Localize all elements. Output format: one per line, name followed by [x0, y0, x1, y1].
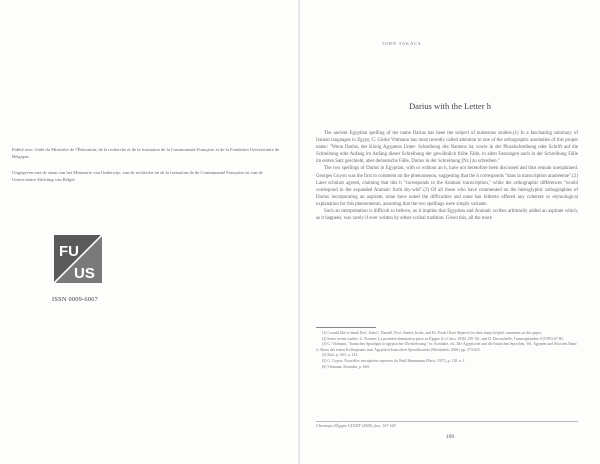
- footnote: (6) Vittmann, Kontakte, p. 604.: [322, 364, 370, 369]
- article-body: [316, 130, 578, 222]
- logo-text-top: FU: [59, 243, 79, 260]
- footnote-rule: [316, 327, 376, 328]
- fus-logo: [54, 235, 102, 283]
- journal-rule: [316, 421, 578, 422]
- page-number: 109: [445, 434, 455, 440]
- article-title: Darius with the Letter h: [408, 101, 492, 111]
- journal-citation: Chronique d'Égypte LXXXIV (2009), fasc. 167-168: [316, 424, 396, 428]
- issn-number: ISSN 0009-6067: [52, 296, 98, 303]
- body-paragraph: The two spellings of Darius in Egyptian, with or without an h, have not heretofore been discussed and thus remain unexplained. Georges Goyon was the first to comment on the phenomenon, suggesting that the h corresponds "dans la transcription araméenne".(2) Later scholars agreed, claiming that this h "corresponds to the Aramaic transcription," while the orthographic differences "would correspond to the expanded Aramaic form dry-whš".(3) Of all those who have commented on the hieroglyphic orthographies of Darius incorporating an aspirate, none have noted the difficulties and none has hitherto offered any coherent or etymological explanation for this phenomenon, assuming that the two spellings were simply variants.: [316, 166, 578, 207]
- body-paragraph: Such an interpretation is difficult to believe, as it implies that Egyptian and Aramaic scribes arbitrarily added an aspirate which, as it happens, was rarely if ever written by either scribal tradition. Given this, all the more: [316, 209, 578, 222]
- running-head: JOHN TAKÁCS: [382, 41, 422, 46]
- footnote: (4) Ibid., p. 603, n. 142.: [322, 353, 359, 358]
- footnote: (1) I would like to thank Prof. John C. Darnell, Prof. Stanley Insler, and Dr. Prods Oktor Skjærvø for their many helpful comments on this paper.: [322, 331, 542, 335]
- publication-note-dutch: Uitgegeven met de steun van het Ministerie van Onderwijs, van de recherche en de la formation de de Communauté Française en van de Universitaire Stichting van België.: [12, 170, 263, 182]
- footnotes: [316, 331, 578, 370]
- footnote: (2) Some recent studies: G. Posener, La première domination perse en Égypte (Le Caire, 1936) 159-161; and D. Devauchelle, Transeuphratène 9 (1995) 67-80.: [322, 336, 564, 341]
- footnote: (3) G. Vittmann, "Iranisches Sprachgut in ägyptischer Überlieferung," in: Kontakte, ed., Die Ägyptische und die Iranischen Sprachen, Vol. Ägypten und Altorient Band 2; Akten des ersten Kolloquiums zum Ägyptisch-Iranischen Sprachkontakt (Wiesbaden, 2006), pp. 573-625.: [316, 342, 577, 352]
- footnote: (5) G. Goyon, Nouvelles inscriptions rupestres du Wadi Hammamat (Paris, 1957), p. 118, n. 1.: [322, 359, 466, 364]
- left-page: [0, 0, 298, 464]
- body-paragraph: The ancient Egyptian spelling of the name Darius has been the subject of numerous studies.(1) In a fascinating summary of Iranian languages in Egypt, G. Görke Vittmann has most recently called attention to one of the orthographic anomalies of this proper name: "Wenn Darius, der König Agyptens Unter- Schreibung des Namens ist, sowie in der Pluralschreibung oder Schrift auf die Schreibung oder Anfang im Anfang dieser Schreibung der gewöhnlich frühe Fälle, in allen Fassungen auch in der Schreibung Fälle im ersten Satz geschieht, aber demotische Fälle, Darius in der Schreibung [Nr.] zu schreiben.": [316, 131, 578, 165]
- logo-text-bottom: US: [74, 265, 95, 282]
- publication-note-french: Publié avec l'aide du Ministère de l'Éducation, de la recherche et de la formation de la Communauté Française et de la Fondation Universitaire de Belgique.: [12, 147, 280, 159]
- right-page: [300, 0, 600, 464]
